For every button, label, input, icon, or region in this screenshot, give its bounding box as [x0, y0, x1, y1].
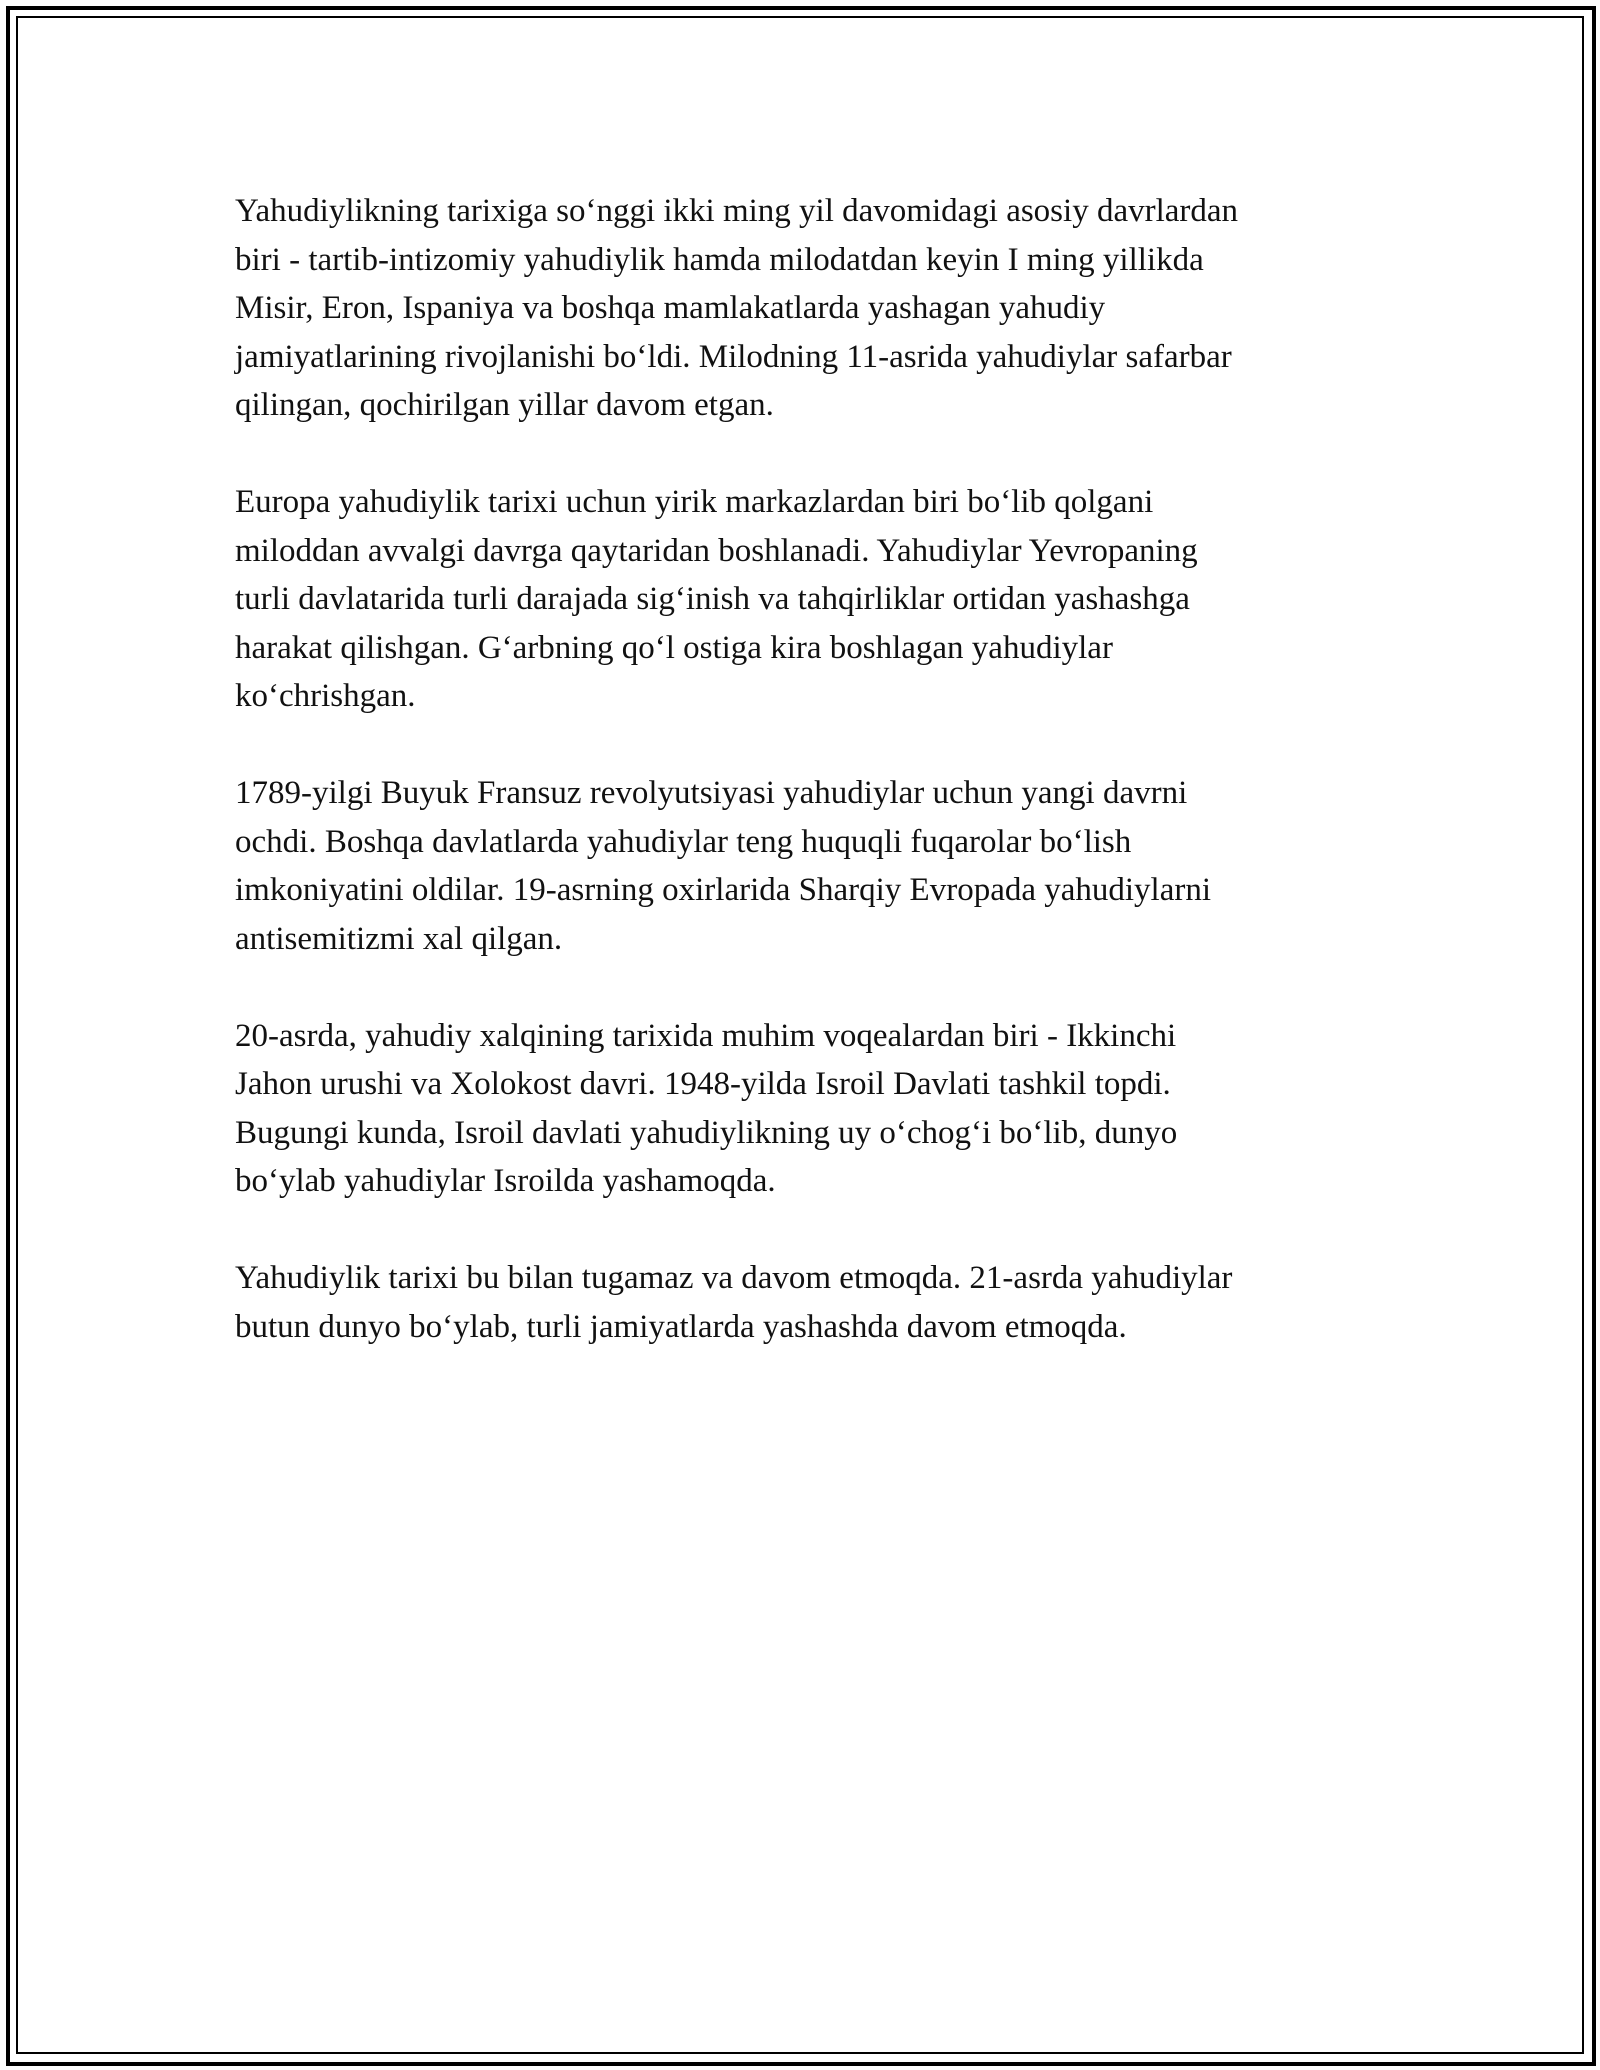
paragraph-1: Yahudiylikning tarixiga so‘nggi ikki ming yil davomidagi asosiy davrlardan biri - tartib-intizomiy yahudiylik hamda milodatdan keyin I ming yillikda Misir, Eron, Ispaniya va boshqa mamlakatlarda yashagan yahudiy jamiyatlarining rivojlanishi bo‘ldi. Milodning 11-asrida yahudiylar safarbar qilingan, qochirilgan yillar davom etgan. [235, 193, 1239, 423]
paragraph-2: Europa yahudiylik tarixi uchun yirik markazlardan biri bo‘lib qolgani miloddan avvalgi davrga qaytaridan boshlanadi. Yahudiylar Yevropaning turli davlatarida turli darajada sig‘inish va tahqirliklar ortidan yashashga harakat qilishgan. G‘arbning qo‘l ostiga kira boshlagan yahudiylar ko‘chrishgan. [235, 484, 1198, 714]
paragraph-3: 1789-yilgi Buyuk Fransuz revolyutsiyasi yahudiylar uchun yangi davrni ochdi. Boshqa davlatlarda yahudiylar teng huquqli fuqarolar bo‘lish imkoniyatini oldilar. 19-asrning oxirlarida Sharqiy Evropada yahudiylarni antisemitizmi xal qilgan. [235, 775, 1212, 957]
document-body [235, 187, 1360, 1400]
paragraph-4: 20-asrda, yahudiy xalqining tarixida muhim voqealardan biri - Ikkinchi Jahon urushi va Xolokost davri. 1948-yilda Isroil Davlati tashkil topdi. Bugungi kunda, Isroil davlati yahudiylikning uy o‘chog‘i bo‘lib, dunyo bo‘ylab yahudiylar Isroilda yashamoqda. [235, 1017, 1178, 1199]
paragraph-5: Yahudiylik tarixi bu bilan tugamaz va davom etmoqda. 21-asrda yahudiylar butun dunyo bo‘ylab, turli jamiyatlarda yashashda davom etmoqda. [235, 1260, 1233, 1345]
